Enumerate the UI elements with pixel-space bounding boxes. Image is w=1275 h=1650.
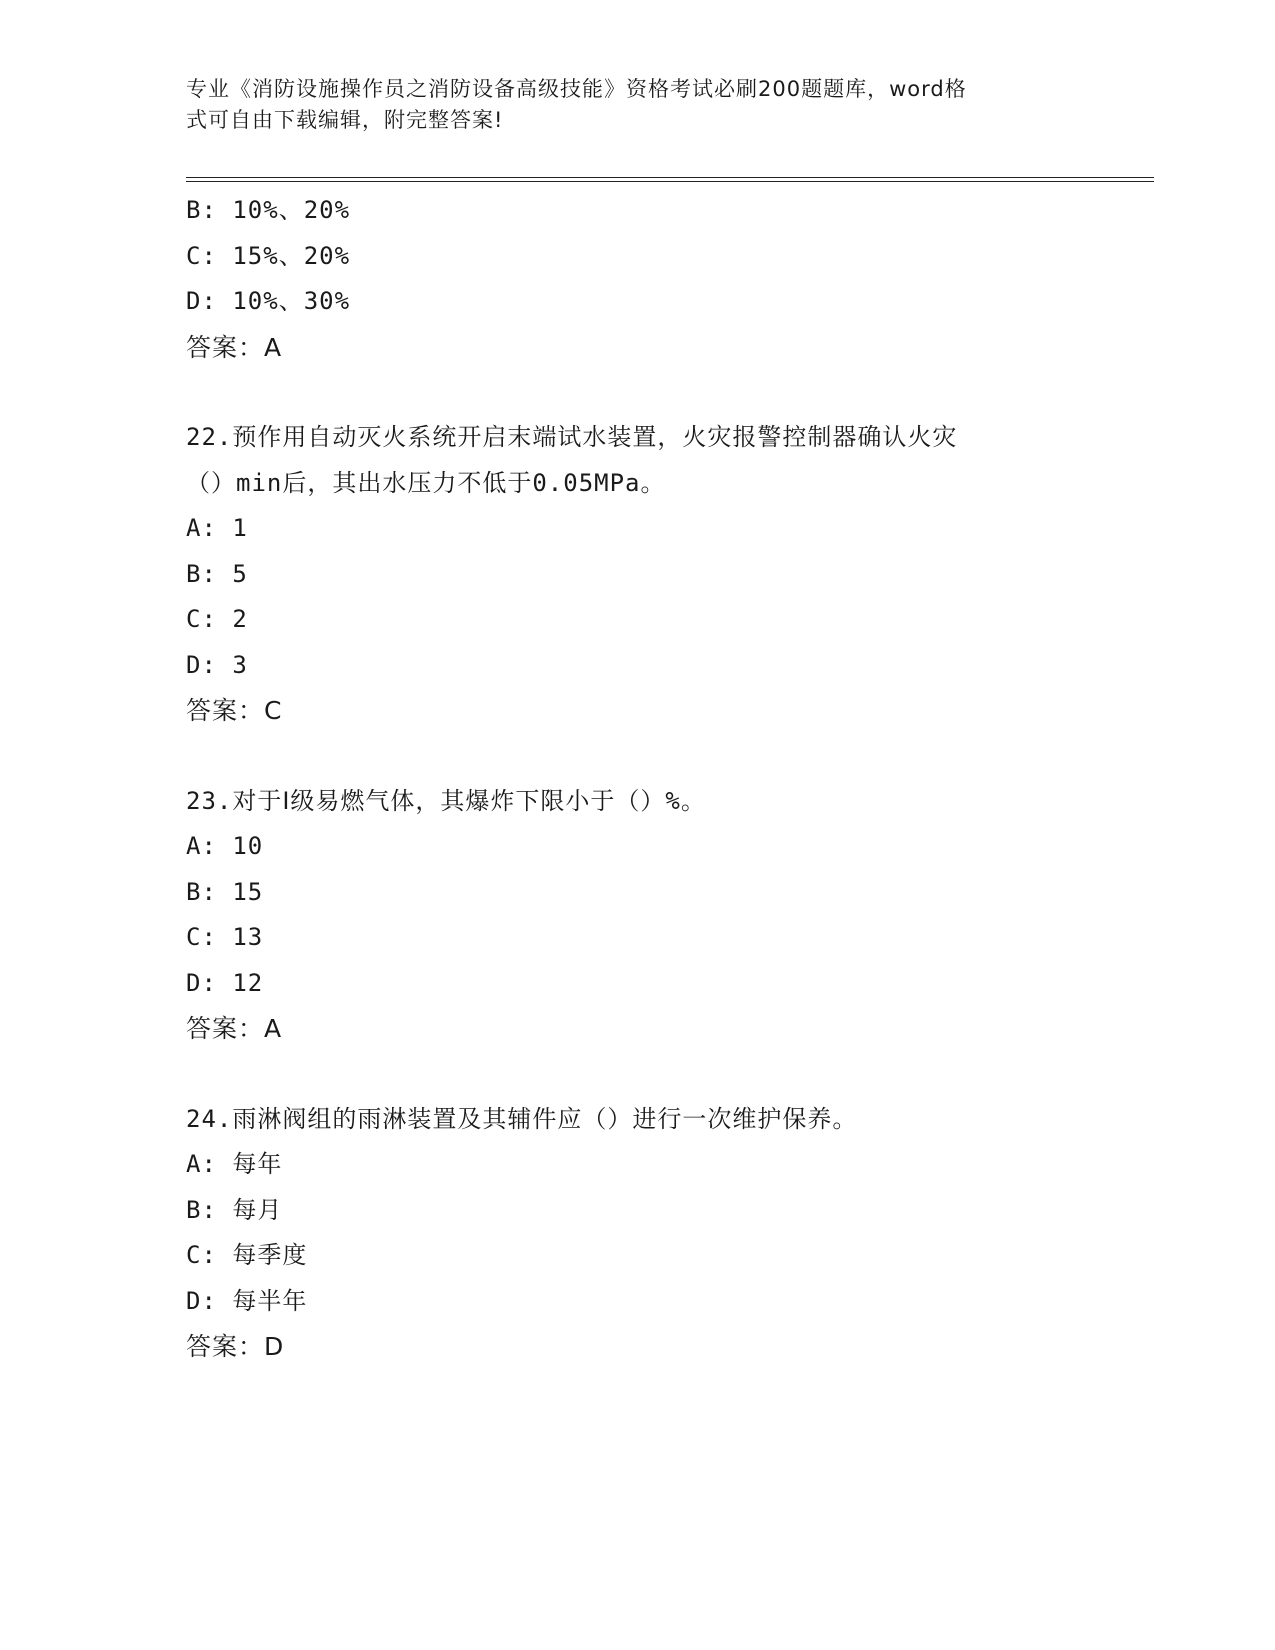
option-b: B: 5 — [186, 559, 248, 588]
option-a: A: 1 — [186, 514, 248, 542]
answer-line: 答案：C — [186, 696, 283, 725]
option-c: C: 15%、20% — [186, 241, 351, 270]
option-b: B: 每月 — [186, 1195, 283, 1224]
option-a: A: 10 — [186, 832, 264, 860]
option-c: C: 每季度 — [186, 1241, 308, 1269]
answer-line: 答案：A — [186, 1014, 283, 1043]
answer-line: 答案：A — [186, 332, 283, 362]
answer-line: 答案：D — [186, 1332, 285, 1361]
option-b: B: 15 — [186, 877, 264, 906]
question-text-continued: （）min后，其出水压力不低于0.05MPa。 — [186, 468, 666, 497]
option-d: D: 每半年 — [186, 1286, 308, 1315]
question-list — [186, 188, 1146, 1370]
option-a: A: 每年 — [186, 1150, 283, 1178]
header-divider-top — [186, 177, 1154, 178]
document-header — [186, 74, 1066, 136]
question-22 — [186, 415, 1146, 734]
question-text: 23.对于Ⅰ级易燃气体，其爆炸下限小于（）%。 — [186, 786, 706, 815]
question-23 — [186, 779, 1146, 1052]
question-21-continuation — [186, 188, 1146, 370]
header-divider-bottom — [186, 181, 1154, 182]
option-b: B: 10%、20% — [186, 196, 351, 224]
header-line-2: 式可自由下载编辑，附完整答案! — [186, 108, 504, 132]
option-d: D: 3 — [186, 650, 248, 679]
option-c: C: 2 — [186, 605, 248, 633]
question-24 — [186, 1097, 1146, 1370]
question-text: 22.预作用自动灭火系统开启末端试水装置，火灾报警控制器确认火灾 — [186, 423, 958, 451]
option-d: D: 10%、30% — [186, 287, 351, 315]
header-line-1: 专业《消防设施操作员之消防设备高级技能》资格考试必刷200题题库，word格 — [186, 77, 967, 101]
option-d: D: 12 — [186, 968, 264, 997]
option-c: C: 13 — [186, 923, 264, 951]
question-text: 24.雨淋阀组的雨淋装置及其辅件应（）进行一次维护保养。 — [186, 1104, 858, 1133]
